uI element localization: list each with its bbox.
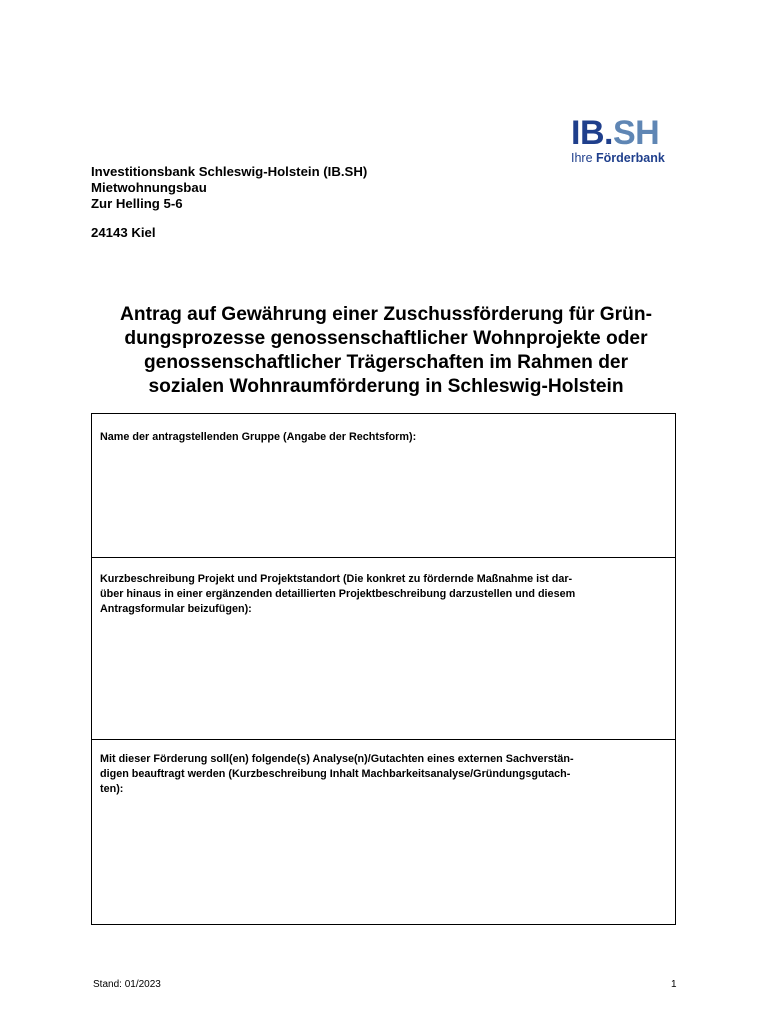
title-line-1: Antrag auf Gewährung einer Zuschussförderung für Grün- [120, 304, 652, 325]
logo-sh-text: SH [612, 114, 660, 152]
form-section-group-name [92, 414, 675, 558]
form-section-project-description [92, 558, 675, 740]
title-line-3: genossenschaftlicher Trägerschaften im Rahmen der [143, 352, 629, 373]
expert-analysis-field[interactable] [100, 797, 671, 921]
logo-ib-text: IB [571, 114, 604, 152]
group-name-label-line-1: Name der antragstellenden Gruppe (Angabe der Rechtsform): [100, 431, 417, 443]
project-description-label-line-3: Antragsformular beizufügen): [100, 603, 252, 615]
application-form [91, 413, 676, 925]
logo-tagline-bold: Förderbank [596, 151, 665, 165]
title-line-2: dungsprozesse genossenschaftlicher Wohnprojekte oder [124, 328, 648, 349]
project-description-field[interactable] [100, 617, 671, 736]
project-description-label [100, 558, 667, 617]
group-name-field[interactable] [100, 445, 671, 549]
address-line-street: Zur Helling 5-6 [91, 196, 183, 211]
address-line-institution: Investitionsbank Schleswig-Holstein (IB.SH) [91, 164, 368, 179]
ibsh-logo [571, 116, 681, 166]
logo-tagline [571, 151, 681, 165]
address-line-department: Mietwohnungsbau [91, 180, 207, 195]
expert-analysis-label-line-3: ten): [100, 783, 124, 795]
document-title [86, 303, 686, 399]
form-section-expert-analysis [92, 740, 675, 926]
project-description-label-line-2: über hinaus in einer ergänzenden detaillierten Projektbeschreibung darzustellen und diesem [100, 588, 576, 600]
logo-dot-text: . [604, 114, 613, 152]
page-number: 1 [671, 979, 677, 990]
logo-tagline-light: Ihre [571, 151, 597, 165]
group-name-label [100, 414, 667, 445]
project-description-label-line-1: Kurzbeschreibung Projekt und Projektstandort (Die konkret zu fördernde Maßnahme ist dar- [100, 573, 573, 585]
title-line-4: sozialen Wohnraumförderung in Schleswig-Holstein [148, 376, 624, 397]
logo-wordmark [571, 116, 681, 150]
recipient-address [91, 164, 367, 212]
expert-analysis-label [100, 740, 667, 797]
expert-analysis-label-line-2: digen beauftragt werden (Kurzbeschreibung Inhalt Machbarkeitsanalyse/Gründungsgutach- [100, 768, 571, 780]
footer-version: Stand: 01/2023 [93, 979, 161, 990]
expert-analysis-label-line-1: Mit dieser Förderung soll(en) folgende(s) Analyse(n)/Gutachten eines externen Sachverstän- [100, 753, 574, 765]
address-line-city: 24143 Kiel [91, 225, 156, 240]
